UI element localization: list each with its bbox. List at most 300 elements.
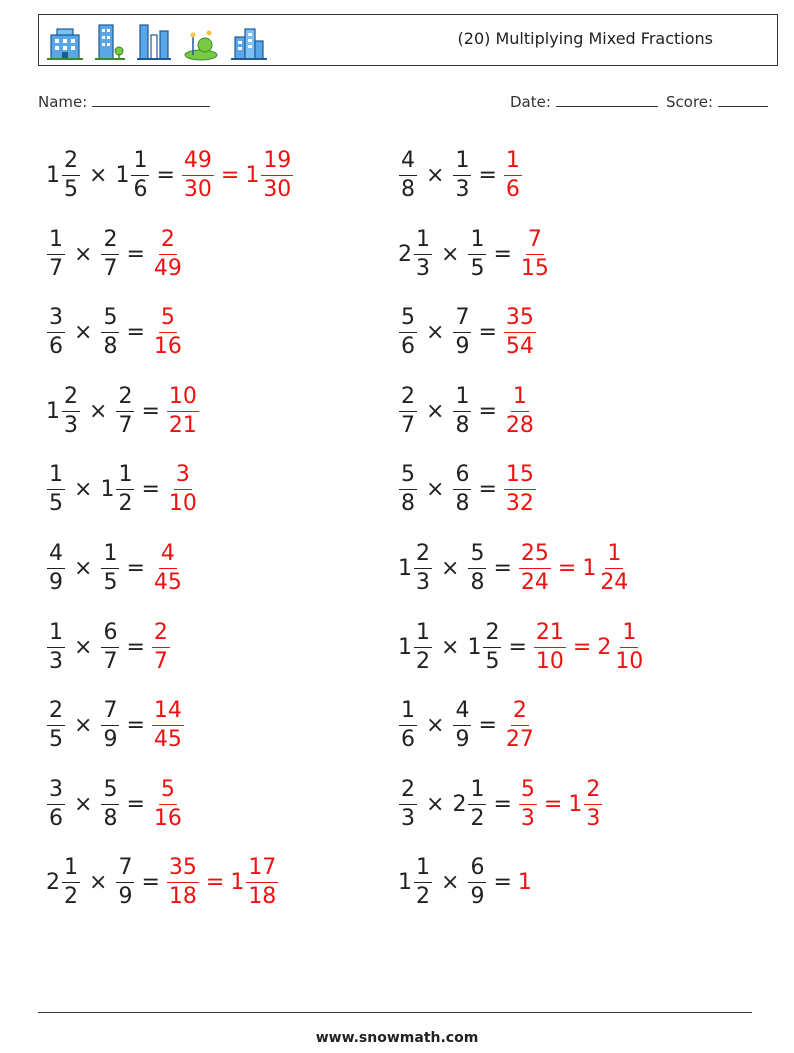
numerator: 5	[399, 464, 417, 490]
problem-item	[46, 616, 171, 678]
answer	[518, 870, 533, 895]
numerator: 1	[414, 857, 432, 883]
factor-b	[100, 226, 120, 281]
office-building-icon	[47, 25, 83, 61]
fraction	[504, 697, 536, 752]
denominator: 6	[49, 805, 63, 831]
fraction	[101, 304, 119, 359]
fraction	[152, 304, 184, 359]
times-sign: ×	[74, 555, 93, 581]
equals-sign: =	[126, 319, 145, 345]
fraction	[519, 776, 537, 831]
times-sign: ×	[89, 869, 108, 895]
numerator: 5	[468, 543, 486, 569]
numerator: 1	[116, 464, 134, 490]
fraction	[504, 461, 536, 516]
equals-sign: =	[205, 869, 225, 895]
denominator: 7	[103, 255, 118, 281]
fraction	[62, 147, 80, 202]
problem-item	[46, 851, 279, 913]
answer-term	[151, 697, 185, 752]
denominator: 9	[118, 883, 133, 909]
factor-a	[46, 226, 66, 281]
answer-term	[151, 619, 171, 674]
fraction	[598, 540, 630, 595]
numerator: 2	[483, 622, 501, 648]
numerator: 2	[62, 150, 80, 176]
fraction	[47, 226, 65, 281]
equals-sign: =	[557, 555, 577, 581]
score-label: Score:	[666, 93, 714, 111]
answer	[503, 304, 537, 359]
times-sign: ×	[441, 869, 460, 895]
fraction	[116, 854, 134, 909]
equals-sign: =	[126, 241, 145, 267]
fraction	[47, 461, 65, 516]
fraction	[453, 461, 471, 516]
numerator: 17	[246, 857, 278, 883]
whole-number: 1	[517, 869, 532, 895]
denominator: 28	[505, 412, 534, 438]
fraction	[167, 461, 199, 516]
factor-a	[398, 854, 433, 909]
answer-term	[503, 304, 537, 359]
denominator: 9	[103, 726, 118, 752]
denominator: 5	[470, 255, 485, 281]
numerator: 1	[468, 229, 486, 255]
numerator: 7	[116, 857, 134, 883]
equals-sign: =	[126, 634, 145, 660]
numerator: 4	[159, 543, 177, 569]
times-sign: ×	[426, 712, 445, 738]
denominator: 5	[485, 648, 500, 674]
denominator: 45	[153, 726, 182, 752]
fraction	[453, 383, 471, 438]
denominator: 8	[470, 569, 485, 595]
whole-number: 1	[230, 869, 245, 895]
fraction	[182, 147, 214, 202]
answer	[503, 147, 523, 202]
numerator: 21	[534, 622, 566, 648]
denominator: 18	[168, 883, 197, 909]
fraction	[62, 854, 80, 909]
answer-term	[181, 147, 215, 202]
problem-item	[398, 694, 537, 756]
times-sign: ×	[74, 634, 93, 660]
fraction	[399, 383, 417, 438]
times-sign: ×	[426, 398, 445, 424]
factor-a	[46, 383, 81, 438]
fraction	[152, 540, 184, 595]
equals-sign: =	[478, 712, 497, 738]
denominator: 6	[401, 333, 415, 359]
answer	[518, 226, 552, 281]
whole-number: 1	[398, 634, 412, 660]
fraction	[246, 854, 278, 909]
answer	[181, 147, 294, 202]
whole-number: 1	[245, 162, 260, 188]
fraction	[519, 226, 551, 281]
fraction	[504, 147, 522, 202]
denominator: 3	[416, 569, 430, 595]
problem-item	[398, 851, 533, 913]
fraction	[47, 540, 65, 595]
equals-sign: =	[478, 319, 497, 345]
equals-sign: =	[141, 398, 160, 424]
denominator: 7	[401, 412, 415, 438]
answer-term	[597, 619, 646, 674]
factor-b	[467, 854, 487, 909]
whole-number: 1	[46, 398, 60, 424]
factor-b	[100, 461, 135, 516]
fraction	[131, 147, 149, 202]
answer-term	[518, 776, 538, 831]
answer-term	[568, 776, 603, 831]
denominator: 3	[455, 176, 470, 202]
fraction	[101, 540, 119, 595]
answer-term	[503, 383, 537, 438]
factor-b	[452, 304, 472, 359]
denominator: 8	[401, 490, 415, 516]
fraction	[453, 697, 471, 752]
denominator: 6	[401, 726, 415, 752]
denominator: 8	[455, 412, 470, 438]
equals-sign: =	[478, 398, 497, 424]
answer-term	[151, 226, 185, 281]
numerator: 6	[468, 857, 486, 883]
denominator: 7	[49, 255, 63, 281]
numerator: 35	[504, 307, 536, 333]
denominator: 2	[470, 805, 485, 831]
numerator: 1	[399, 700, 417, 726]
factor-b	[115, 147, 150, 202]
denominator: 6	[505, 176, 520, 202]
denominator: 8	[103, 333, 118, 359]
date-field[interactable]	[510, 92, 658, 111]
footer-divider	[38, 1012, 752, 1013]
times-sign: ×	[74, 712, 93, 738]
fraction	[534, 619, 566, 674]
fraction	[62, 383, 80, 438]
factor-b	[467, 226, 487, 281]
denominator: 5	[49, 490, 63, 516]
answer-term	[151, 776, 185, 831]
numerator: 2	[511, 700, 529, 726]
equals-sign: =	[141, 869, 160, 895]
fraction	[414, 854, 432, 909]
numerator: 5	[101, 779, 119, 805]
times-sign: ×	[74, 476, 93, 502]
whole-number: 1	[46, 162, 60, 188]
denominator: 8	[455, 490, 470, 516]
fraction	[399, 461, 417, 516]
worksheet-header	[38, 14, 778, 66]
factor-b	[452, 147, 472, 202]
factor-b	[100, 776, 120, 831]
fraction	[101, 776, 119, 831]
whole-number: 2	[452, 791, 467, 817]
date-label: Date:	[510, 93, 551, 111]
answer	[151, 304, 185, 359]
numerator: 6	[453, 464, 471, 490]
fraction	[101, 619, 119, 674]
factor-b	[100, 304, 120, 359]
denominator: 49	[153, 255, 182, 281]
answer-term	[166, 461, 200, 516]
score-field[interactable]	[666, 92, 768, 111]
equals-sign: =	[126, 712, 145, 738]
factor-a	[398, 461, 418, 516]
denominator: 3	[586, 805, 601, 831]
fraction	[116, 461, 134, 516]
fraction	[167, 854, 199, 909]
equals-sign: =	[543, 791, 563, 817]
answer-term	[245, 147, 294, 202]
denominator: 30	[263, 176, 292, 202]
problem-item	[398, 773, 603, 835]
denominator: 3	[49, 648, 63, 674]
problem-item	[46, 380, 200, 442]
answer-term	[518, 226, 552, 281]
times-sign: ×	[89, 398, 108, 424]
fraction	[468, 540, 486, 595]
fraction	[453, 147, 471, 202]
score-blank[interactable]	[718, 92, 768, 107]
fraction	[399, 304, 417, 359]
denominator: 24	[600, 569, 629, 595]
whole-number: 1	[398, 555, 412, 581]
park-icon	[183, 25, 219, 61]
factor-b	[452, 383, 472, 438]
equals-sign: =	[572, 634, 592, 660]
answer-term	[518, 540, 552, 595]
denominator: 3	[520, 805, 535, 831]
name-field[interactable]	[38, 92, 210, 111]
equals-sign: =	[508, 634, 527, 660]
numerator: 2	[152, 622, 170, 648]
numerator: 49	[182, 150, 214, 176]
numerator: 5	[399, 307, 417, 333]
denominator: 7	[153, 648, 168, 674]
numerator: 5	[519, 779, 537, 805]
numerator: 2	[399, 779, 417, 805]
problem-item	[398, 380, 537, 442]
fraction	[453, 304, 471, 359]
denominator: 15	[520, 255, 549, 281]
times-sign: ×	[426, 791, 445, 817]
denominator: 16	[153, 805, 182, 831]
times-sign: ×	[426, 162, 445, 188]
problem-item	[46, 301, 185, 363]
answer-term	[503, 461, 537, 516]
denominator: 3	[416, 255, 430, 281]
numerator: 1	[605, 543, 623, 569]
problem-item	[46, 144, 294, 206]
problem-item	[46, 773, 185, 835]
problem-item	[398, 223, 552, 285]
denominator: 30	[183, 176, 212, 202]
times-sign: ×	[74, 791, 93, 817]
answer	[151, 619, 171, 674]
times-sign: ×	[74, 319, 93, 345]
problem-item	[398, 458, 537, 520]
whole-number: 2	[46, 869, 60, 895]
denominator: 9	[49, 569, 63, 595]
numerator: 19	[261, 150, 293, 176]
numerator: 6	[101, 622, 119, 648]
fraction	[101, 697, 119, 752]
equals-sign: =	[220, 162, 240, 188]
answer	[166, 461, 200, 516]
whole-number: 1	[568, 791, 583, 817]
factor-b	[467, 540, 487, 595]
numerator: 1	[468, 779, 486, 805]
numerator: 7	[453, 307, 471, 333]
whole-number: 1	[582, 555, 597, 581]
factor-b	[115, 854, 135, 909]
fraction	[47, 697, 65, 752]
times-sign: ×	[441, 634, 460, 660]
answer	[503, 697, 537, 752]
numerator: 5	[159, 779, 177, 805]
factor-a	[398, 776, 418, 831]
factor-a	[398, 383, 418, 438]
numerator: 1	[131, 150, 149, 176]
numerator: 2	[414, 543, 432, 569]
whole-number: 1	[467, 634, 482, 660]
numerator: 2	[116, 386, 134, 412]
answer	[166, 383, 200, 438]
city-buildings-icon	[231, 25, 267, 61]
numerator: 2	[101, 229, 119, 255]
answer	[518, 776, 603, 831]
factor-b	[467, 619, 502, 674]
fraction	[613, 619, 645, 674]
denominator: 2	[118, 490, 133, 516]
problem-item	[398, 144, 523, 206]
problem-item	[398, 301, 537, 363]
fraction	[504, 304, 536, 359]
fraction	[399, 776, 417, 831]
equals-sign: =	[478, 476, 497, 502]
denominator: 6	[133, 176, 148, 202]
denominator: 24	[520, 569, 549, 595]
denominator: 3	[64, 412, 78, 438]
fraction	[47, 776, 65, 831]
denominator: 6	[49, 333, 63, 359]
answer	[166, 854, 279, 909]
fraction	[399, 697, 417, 752]
fraction	[152, 619, 170, 674]
whole-number: 1	[100, 476, 115, 502]
answer	[151, 540, 185, 595]
numerator: 3	[47, 307, 65, 333]
factor-a	[46, 461, 66, 516]
factor-a	[46, 776, 66, 831]
equals-sign: =	[156, 162, 175, 188]
factor-b	[100, 540, 120, 595]
denominator: 5	[64, 176, 78, 202]
numerator: 1	[47, 229, 65, 255]
numerator: 35	[167, 857, 199, 883]
answer	[503, 461, 537, 516]
fraction	[47, 619, 65, 674]
fraction	[414, 226, 432, 281]
numerator: 4	[47, 543, 65, 569]
numerator: 1	[504, 150, 522, 176]
denominator: 27	[505, 726, 534, 752]
denominator: 8	[401, 176, 415, 202]
numerator: 3	[47, 779, 65, 805]
answer-term	[166, 854, 200, 909]
name-blank[interactable]	[92, 92, 210, 107]
page-title: (20) Multiplying Mixed Fractions	[457, 29, 713, 48]
numerator: 2	[584, 779, 602, 805]
problem-item	[46, 223, 185, 285]
name-label: Name:	[38, 93, 88, 111]
numerator: 2	[62, 386, 80, 412]
whole-number: 1	[115, 162, 130, 188]
equals-sign: =	[126, 555, 145, 581]
denominator: 2	[416, 883, 430, 909]
numerator: 5	[159, 307, 177, 333]
fraction	[261, 147, 293, 202]
denominator: 9	[455, 333, 470, 359]
equals-sign: =	[141, 476, 160, 502]
numerator: 5	[101, 307, 119, 333]
denominator: 16	[153, 333, 182, 359]
denominator: 18	[248, 883, 277, 909]
problem-item	[46, 458, 200, 520]
answer-term	[533, 619, 567, 674]
equals-sign: =	[478, 162, 497, 188]
numerator: 7	[101, 700, 119, 726]
numerator: 2	[399, 386, 417, 412]
times-sign: ×	[426, 319, 445, 345]
numerator: 1	[62, 857, 80, 883]
equals-sign: =	[493, 555, 512, 581]
date-blank[interactable]	[556, 92, 658, 107]
problem-item	[46, 537, 185, 599]
times-sign: ×	[89, 162, 108, 188]
fraction	[584, 776, 602, 831]
numerator: 3	[174, 464, 192, 490]
times-sign: ×	[426, 476, 445, 502]
fraction	[468, 776, 486, 831]
numerator: 1	[453, 386, 471, 412]
fraction	[414, 540, 432, 595]
factor-a	[46, 854, 81, 909]
answer-term	[151, 304, 185, 359]
factor-b	[115, 383, 135, 438]
factor-b	[452, 697, 472, 752]
factor-b	[100, 619, 120, 674]
answer	[151, 697, 185, 752]
factor-a	[398, 697, 418, 752]
numerator: 7	[526, 229, 544, 255]
times-sign: ×	[441, 555, 460, 581]
fraction	[152, 776, 184, 831]
denominator: 3	[401, 805, 415, 831]
answer	[518, 540, 631, 595]
times-sign: ×	[74, 241, 93, 267]
denominator: 7	[103, 648, 118, 674]
answer-term	[151, 540, 185, 595]
problem-item	[46, 694, 185, 756]
times-sign: ×	[441, 241, 460, 267]
whole-number: 2	[597, 634, 612, 660]
fraction	[116, 383, 134, 438]
